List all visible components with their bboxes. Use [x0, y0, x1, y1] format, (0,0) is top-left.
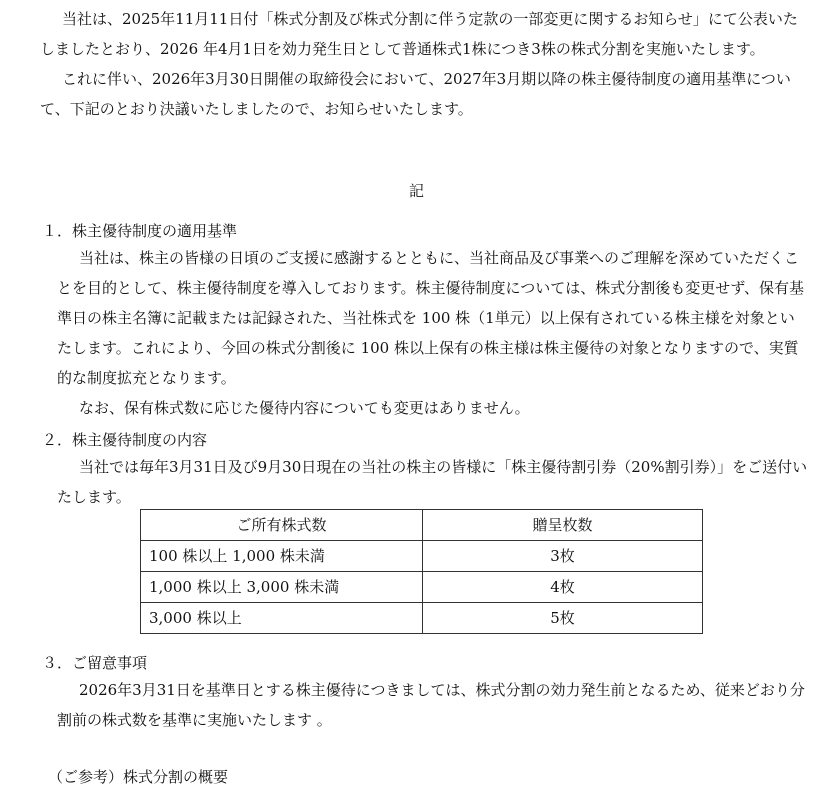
section-1-paragraph-1: 当社は、株主の皆様の日頃のご支援に感謝するとともに、当社商品及び事業へのご理解を深めていただくことを目的として、株主優待制度を導入しております。株主優待制度については、株式分割後も変更せず、保有基準日の株主名簿に記載または記録された、当社株式を 100 株（1単元）以上保有されている株主様を対象といたします。これにより、今回の株式分割後に 100 株以上保有の株主様は株主優待の対象となりますので、実質的な制度拡充となります。 — [57, 249, 805, 387]
reference-heading: （ご参考）株式分割の概要 — [48, 768, 229, 786]
row-count: 3枚 — [423, 541, 703, 572]
section-3-heading: ３．ご留意事項 — [42, 654, 148, 672]
section-1-body — [57, 243, 809, 423]
header-count: 贈呈枚数 — [423, 510, 703, 541]
benefit-tier-table — [140, 509, 703, 634]
section-2-paragraph: 当社では毎年3月31日及び9月30日現在の当社の株主の皆様に「株主優待割引券（20%割引券）」をご送付いたします。 — [57, 458, 808, 506]
intro-paragraph-1: 当社は、2025年11月11日付「株式分割及び株式分割に伴う定款の一部変更に関するお知らせ」にて公表いたしましたとおり、2026 年4月1日を効力発生日として普通株式1株につき3株の株式分割を実施いたします。 — [40, 10, 798, 58]
intro-paragraph-2: これに伴い、2026年3月30日開催の取締役会において、2027年3月期以降の株主優待制度の適用基準について、下記のとおり決議いたしましたので、お知らせいたします。 — [40, 70, 791, 118]
section-3-paragraph: 2026年3月31日を基準日とする株主優待につきましては、株式分割の効力発生前となるため、従来どおり分割前の株式数を基準に実施いたします 。 — [57, 681, 805, 729]
section-2-body — [57, 452, 809, 512]
intro-section — [40, 4, 810, 124]
table-header-row — [141, 510, 703, 541]
section-2-heading: ２．株主優待制度の内容 — [42, 431, 208, 449]
row-shares: 3,000 株以上 — [141, 603, 423, 634]
section-3-body — [57, 675, 809, 735]
table-row — [141, 541, 703, 572]
table-row — [141, 572, 703, 603]
row-shares: 1,000 株以上 3,000 株未満 — [141, 572, 423, 603]
ki-marker: 記 — [408, 182, 424, 200]
section-1-heading: １．株主優待制度の適用基準 — [42, 222, 238, 240]
table-row — [141, 603, 703, 634]
row-count: 4枚 — [423, 572, 703, 603]
header-shares: ご所有株式数 — [141, 510, 423, 541]
section-1-paragraph-2: なお、保有株式数に応じた優待内容についても変更はありません。 — [79, 399, 530, 417]
row-shares: 100 株以上 1,000 株未満 — [141, 541, 423, 572]
row-count: 5枚 — [423, 603, 703, 634]
